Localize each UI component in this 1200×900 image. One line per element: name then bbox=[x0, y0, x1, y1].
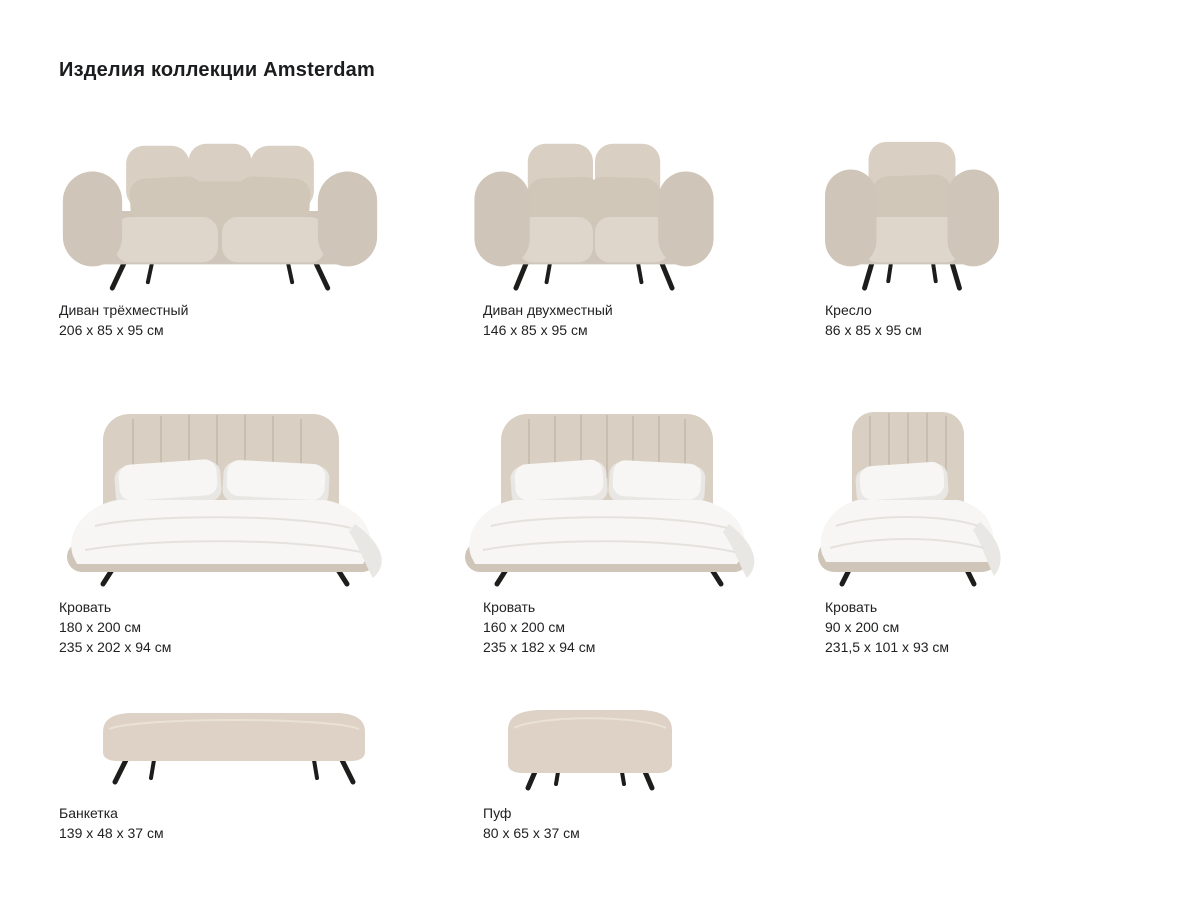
product-name: Пуф bbox=[483, 805, 512, 821]
armchair-image bbox=[822, 128, 1002, 296]
product-label bbox=[483, 300, 613, 340]
product-tile-bench[interactable] bbox=[88, 706, 380, 792]
product-tile-pouf[interactable] bbox=[480, 702, 700, 794]
sofa-two-seat-image bbox=[468, 128, 720, 296]
product-dimensions: 231,5 x 101 x 93 см bbox=[825, 639, 950, 655]
bed-180-image bbox=[55, 406, 395, 588]
product-name: Диван двухместный bbox=[483, 302, 613, 318]
product-label bbox=[59, 597, 171, 657]
bed-160-image bbox=[455, 406, 765, 588]
product-dimensions: 235 x 202 x 94 см bbox=[59, 639, 172, 655]
product-tile-sofa-three-seat[interactable] bbox=[55, 128, 385, 296]
bench-image bbox=[88, 706, 380, 792]
sofa-three-seat-image bbox=[55, 128, 385, 296]
product-name: Кровать bbox=[59, 599, 112, 615]
product-dimensions: 206 x 85 x 95 см bbox=[59, 322, 164, 338]
product-tile-armchair[interactable] bbox=[822, 128, 1002, 296]
product-sleeping-size: 180 x 200 см bbox=[59, 619, 142, 635]
product-tile-sofa-two-seat[interactable] bbox=[468, 128, 720, 296]
product-label bbox=[483, 803, 580, 843]
bed-90-image bbox=[810, 406, 1006, 588]
product-name: Кровать bbox=[483, 599, 536, 615]
product-label bbox=[59, 803, 164, 843]
product-dimensions: 235 x 182 x 94 см bbox=[483, 639, 596, 655]
product-name: Кресло bbox=[825, 302, 872, 318]
product-label bbox=[825, 300, 922, 340]
product-name: Диван трёхместный bbox=[59, 302, 189, 318]
product-label bbox=[483, 597, 595, 657]
product-dimensions: 139 x 48 x 37 см bbox=[59, 825, 164, 841]
product-sleeping-size: 90 x 200 см bbox=[825, 619, 900, 635]
product-sleeping-size: 160 x 200 см bbox=[483, 619, 566, 635]
product-dimensions: 80 x 65 x 37 см bbox=[483, 825, 580, 841]
product-name: Кровать bbox=[825, 599, 878, 615]
product-dimensions: 86 x 85 x 95 см bbox=[825, 322, 922, 338]
page-title: Изделия коллекции Amsterdam bbox=[59, 59, 375, 82]
pouf-image bbox=[480, 702, 700, 794]
product-label bbox=[825, 597, 949, 657]
product-label bbox=[59, 300, 188, 340]
product-tile-bed-90[interactable] bbox=[810, 406, 1006, 588]
product-dimensions: 146 x 85 x 95 см bbox=[483, 322, 588, 338]
product-tile-bed-180[interactable] bbox=[55, 406, 395, 588]
product-name: Банкетка bbox=[59, 805, 118, 821]
product-tile-bed-160[interactable] bbox=[455, 406, 765, 588]
